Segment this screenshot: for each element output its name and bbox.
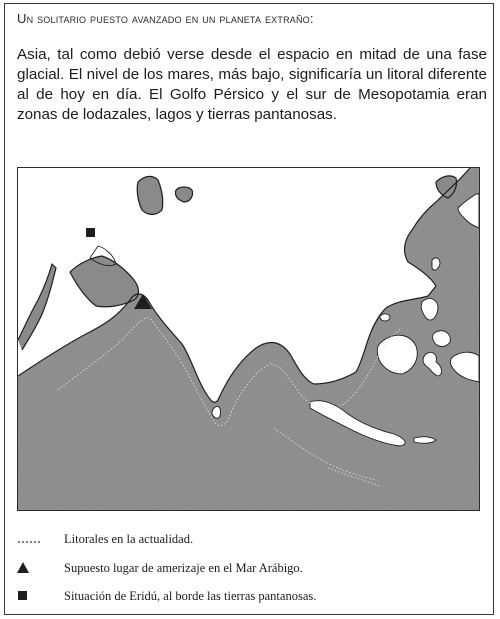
legend-item-present-coastlines: [17, 530, 477, 548]
legend-label-landing-site: Supuesto lugar de amerizaje en el Mar Arábigo.: [64, 561, 303, 575]
dotted-line-icon: [17, 533, 47, 545]
legend-label-present-coastlines: Litorales en la actualidad.: [64, 532, 194, 546]
island-philippines-south: [433, 331, 451, 347]
figure-heading: Un solitario puesto avanzado en un planeta extraño:: [17, 11, 314, 26]
legend-item-landing-site: [17, 559, 477, 577]
map: [17, 167, 480, 511]
legend-label-eridu: Situación de Eridú, al borde las tierras pantanosas.: [64, 589, 317, 603]
eridu-marker-icon: [86, 228, 95, 237]
triangle-icon: [17, 562, 47, 574]
map-canvas: [18, 168, 479, 510]
legend-item-eridu: [17, 587, 477, 605]
island-hainan: [380, 314, 390, 321]
island-sri-lanka: [212, 406, 221, 418]
figure-description: Asia, tal como debió verse desde el espacio en mitad de una fase glacial. El nivel de los mares, más bajo, significaría un litoral diferente al de hoy en día. El Golfo Pérsico y el sur de Mesopotamia eran zonas de lodazales, lagos y tierras pantanosas.: [17, 46, 487, 123]
square-icon: [17, 590, 47, 602]
